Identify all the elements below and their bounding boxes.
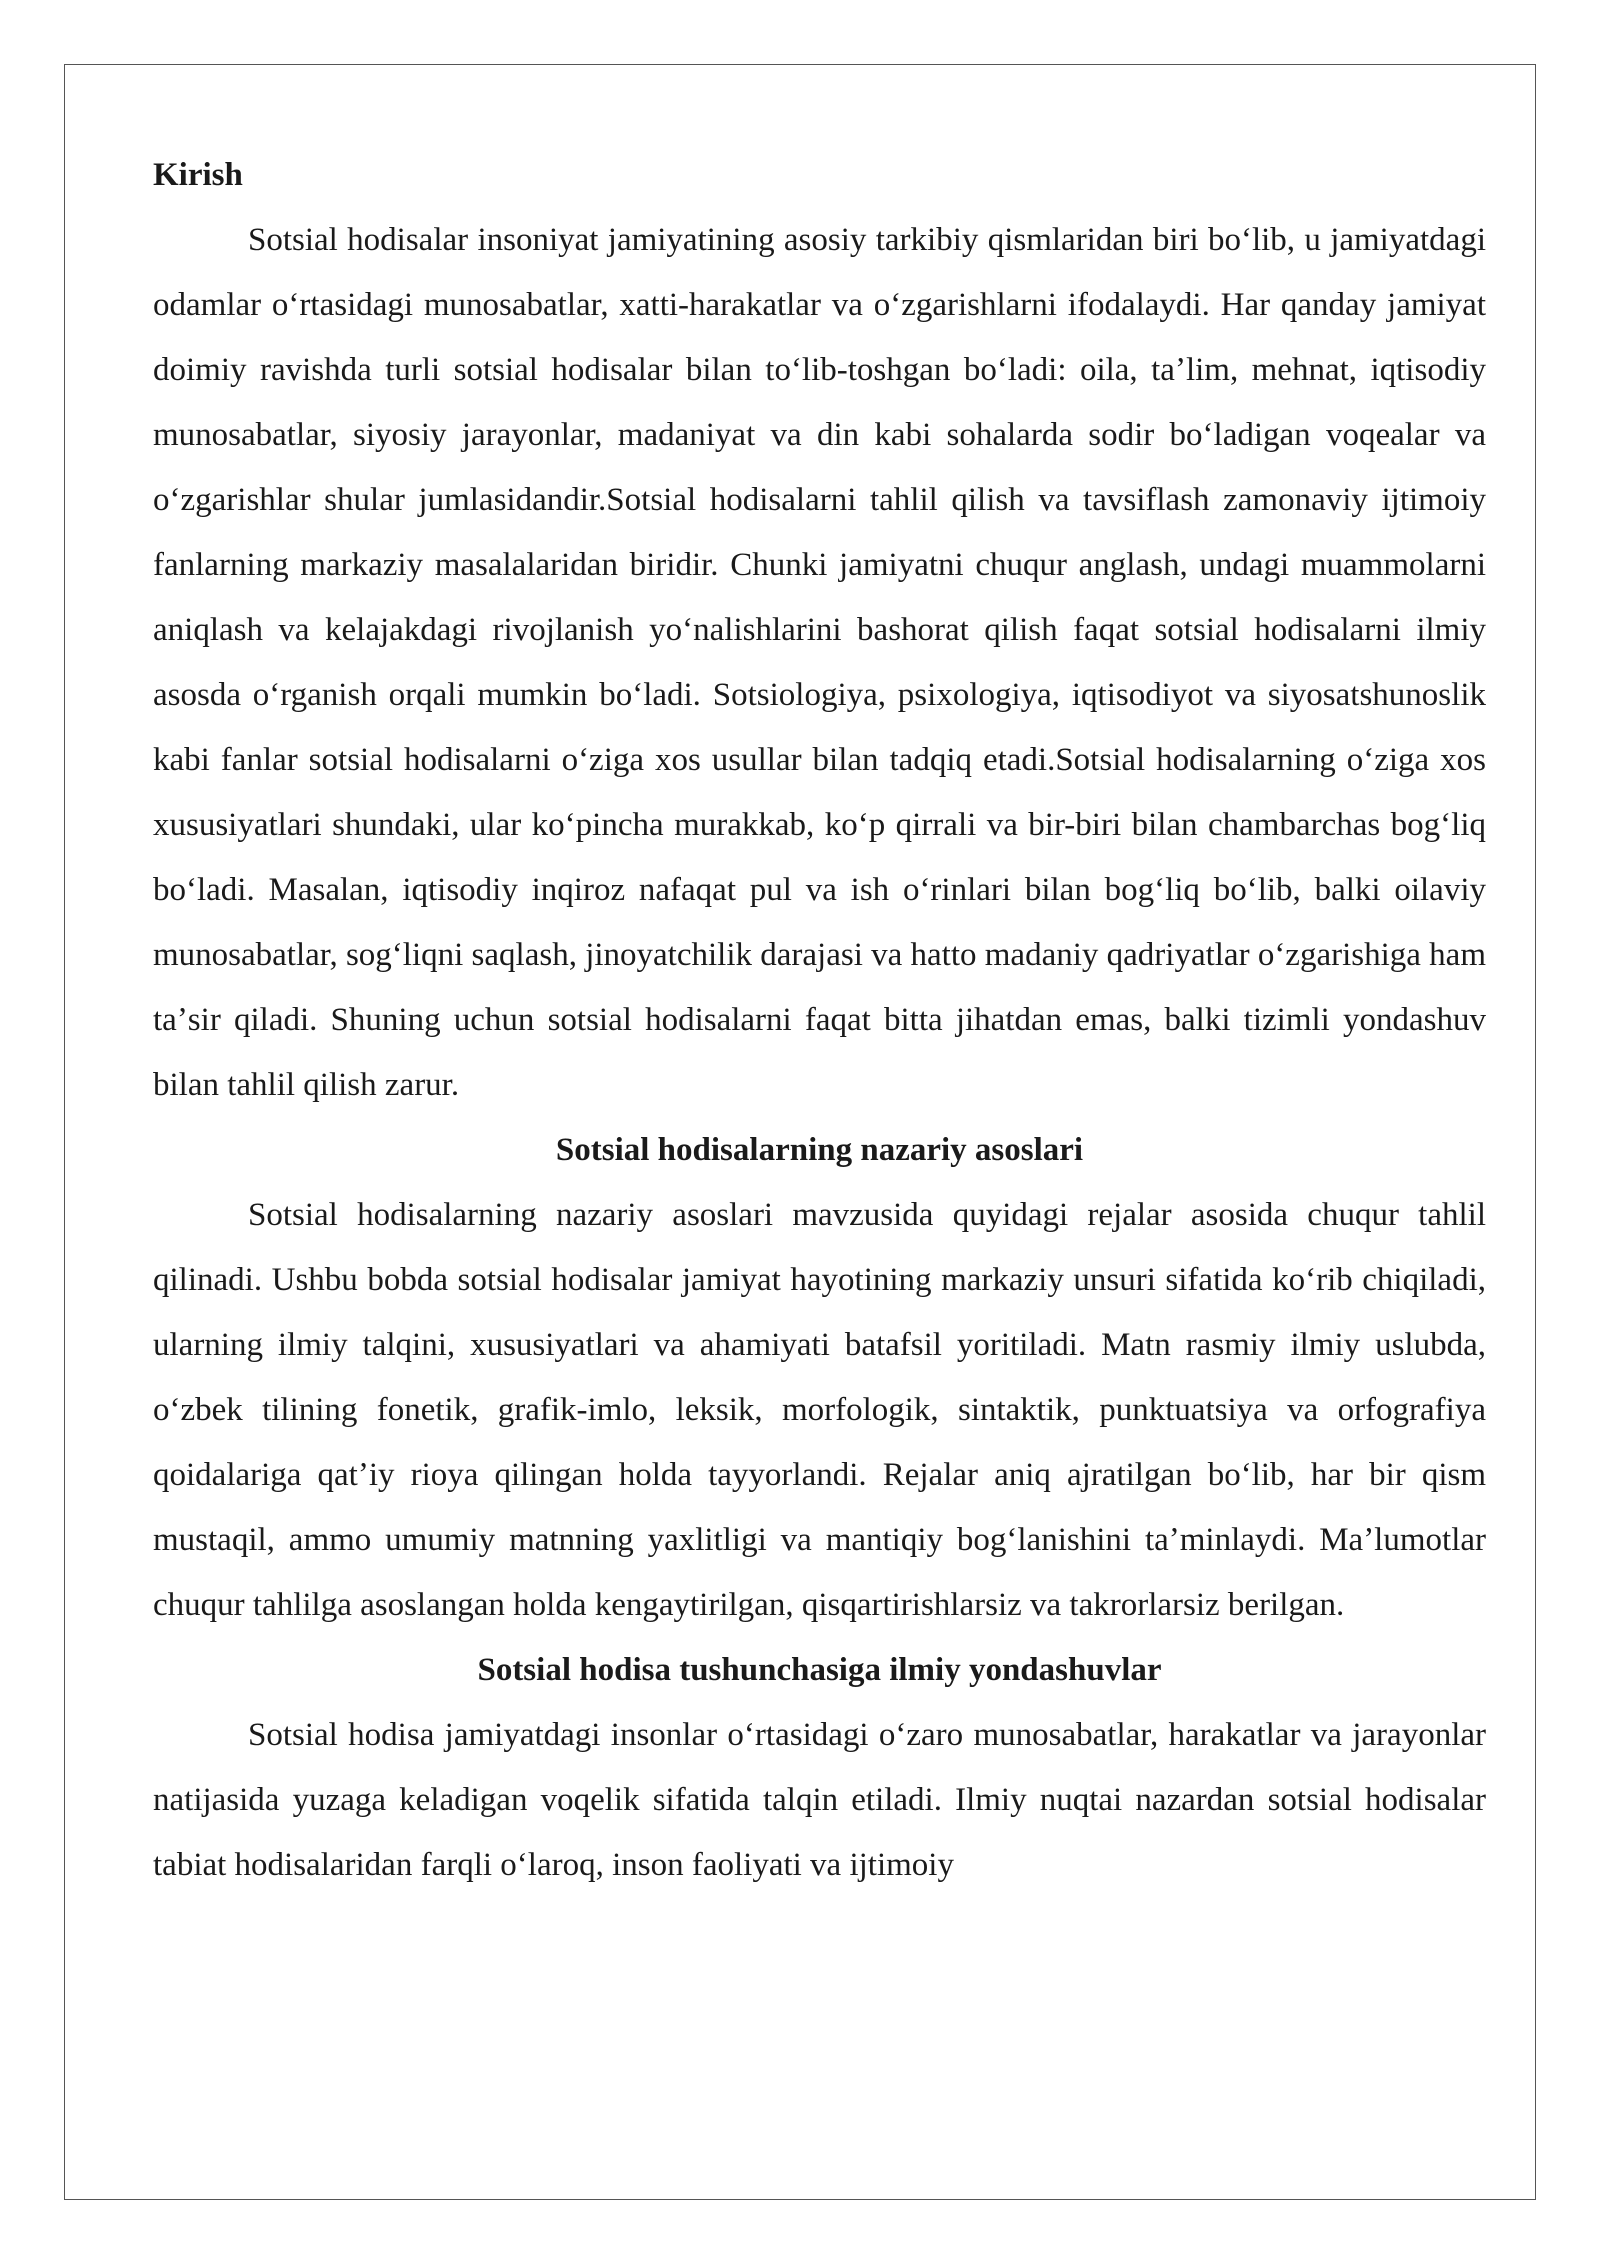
document-body [153, 143, 1486, 1898]
section-heading-theory: Sotsial hodisalarning nazariy asoslari [555, 1132, 1084, 1168]
intro-paragraph: Sotsial hodisalar insoniyat jamiyatining asosiy tarkibiy qismlaridan biri boʻlib, u jamiyatdagi odamlar oʻrtasidagi munosabatlar, xatti-harakatlar va oʻzgarishlarni ifodalaydi. Har qanday jamiyat doimiy ravishda turli sotsial hodisalar bilan toʻlib-toshgan boʻladi: oila, taʼlim, mehnat, iqtisodiy munosabatlar, siyosiy jarayonlar, madaniyat va din kabi sohalarda sodir boʻladigan voqealar va oʻzgarishlar shular jumlasidandir.Sotsial hodisalarni tahlil qilish va tavsiflash zamonaviy ijtimoiy fanlarning markaziy masalalaridan biridir. Chunki jamiyatni chuqur anglash, undagi muammolarni aniqlash va kelajakdagi rivojlanish yoʻnalishlarini bashorat qilish faqat sotsial hodisalarni ilmiy asosda oʻrganish orqali mumkin boʻladi. Sotsiologiya, psixologiya, iqtisodiyot va siyosatshunoslik kabi fanlar sotsial hodisalarni oʻziga xos usullar bilan tadqiq etadi.Sotsial hodisalarning oʻziga xos xususiyatlari shundaki, ular koʻpincha murakkab, koʻp qirrali va bir-biri bilan chambarchas bogʻliq boʻladi. Masalan, iqtisodiy inqiroz nafaqat pul va ish oʻrinlari bilan bogʻliq boʻlib, balki oilaviy munosabatlar, sogʻliqni saqlash, jinoyatchilik darajasi va hatto madaniy qadriyatlar oʻzgarishiga ham taʼsir qiladi. Shuning uchun sotsial hodisalarni faqat bitta jihatdan emas, balki tizimli yondashuv bilan tahlil qilish zarur. [153, 222, 1486, 1103]
section-heading-approaches: Sotsial hodisa tushunchasiga ilmiy yondashuvlar [477, 1652, 1162, 1688]
intro-heading: Kirish [153, 157, 243, 193]
theory-paragraph: Sotsial hodisalarning nazariy asoslari mavzusida quyidagi rejalar asosida chuqur tahlil qilinadi. Ushbu bobda sotsial hodisalar jamiyat hayotining markaziy unsuri sifatida koʻrib chiqiladi, ularning ilmiy talqini, xususiyatlari va ahamiyati batafsil yoritiladi. Matn rasmiy ilmiy uslubda, oʻzbek tilining fonetik, grafik-imlo, leksik, morfologik, sintaktik, punktuatsiya va orfografiya qoidalariga qatʼiy rioya qilingan holda tayyorlandi. Rejalar aniq ajratilgan boʻlib, har bir qism mustaqil, ammo umumiy matnning yaxlitligi va mantiqiy bogʻlanishini taʼminlaydi. Maʼlumotlar chuqur tahlilga asoslangan holda kengaytirilgan, qisqartirishlarsiz va takrorlarsiz berilgan. [153, 1197, 1486, 1623]
approaches-paragraph: Sotsial hodisa jamiyatdagi insonlar oʻrtasidagi oʻzaro munosabatlar, harakatlar va jarayonlar natijasida yuzaga keladigan voqelik sifatida talqin etiladi. Ilmiy nuqtai nazardan sotsial hodisalar tabiat hodisalaridan farqli oʻlaroq, inson faoliyati va ijtimoiy [153, 1717, 1486, 1883]
